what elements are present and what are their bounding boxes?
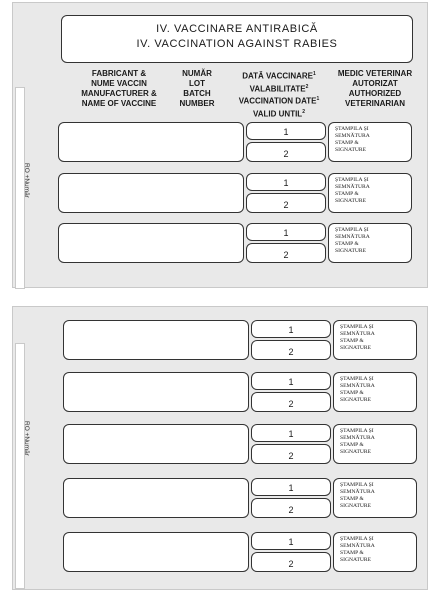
section-title-en: IV. VACCINATION AGAINST RABIES xyxy=(136,38,338,50)
footnote-mark: 2 xyxy=(305,83,309,90)
date-entry-2[interactable]: 2 xyxy=(246,243,326,263)
section-title-box xyxy=(61,15,413,63)
stamp-signature-field[interactable]: ȘTAMPILA ȘI SEMNĂTURA STAMP & SIGNATURE xyxy=(333,320,417,360)
column-header-batch: NUMĂR LOT BATCH NUMBER xyxy=(179,69,215,108)
date-entry-1[interactable]: 1 xyxy=(251,532,331,550)
stamp-signature-field[interactable]: ȘTAMPILA ȘI SEMNĂTURA STAMP & SIGNATURE xyxy=(333,372,417,412)
date-entry-1[interactable]: 1 xyxy=(251,320,331,338)
manufacturer-batch-field[interactable] xyxy=(63,532,249,572)
manufacturer-batch-field[interactable] xyxy=(63,424,249,464)
stamp-signature-field[interactable]: ȘTAMPILA ȘI SEMNĂTURA STAMP & SIGNATURE xyxy=(328,173,412,213)
date-entry-1[interactable]: 1 xyxy=(251,478,331,496)
date-entry-1[interactable]: 1 xyxy=(246,173,326,191)
footnote-mark: 2 xyxy=(302,108,305,115)
manufacturer-batch-field[interactable] xyxy=(63,372,249,412)
manufacturer-batch-field[interactable] xyxy=(58,173,244,213)
column-header-manufacturer: FABRICANT & NUME VACCIN MANUFACTURER & NAME OF VACCINE xyxy=(81,69,157,108)
date-entry-2[interactable]: 2 xyxy=(251,444,331,464)
date-entry-1[interactable]: 1 xyxy=(251,372,331,390)
date-entry-2[interactable]: 2 xyxy=(251,498,331,518)
manufacturer-batch-field[interactable] xyxy=(63,320,249,360)
stamp-signature-field[interactable]: ȘTAMPILA ȘI SEMNĂTURA STAMP & SIGNATURE xyxy=(333,478,417,518)
column-header-date: DATĂ VACCINARE$^1$ VALABILITATE$^2$ VACCINATION DATE$^1$ VALID UNTIL$^2$ xyxy=(238,71,320,119)
stamp-signature-field[interactable]: ȘTAMPILA ȘI SEMNĂTURA STAMP & SIGNATURE xyxy=(328,122,412,162)
manufacturer-batch-field[interactable] xyxy=(58,223,244,263)
side-label: RO +Număr xyxy=(23,421,30,456)
section-title-ro: IV. VACCINARE ANTIRABICĂ xyxy=(156,23,318,35)
manufacturer-batch-field[interactable] xyxy=(58,122,244,162)
manufacturer-batch-field[interactable] xyxy=(63,478,249,518)
date-entry-2[interactable]: 2 xyxy=(251,340,331,360)
stamp-signature-field[interactable]: ȘTAMPILA ȘI SEMNĂTURA STAMP & SIGNATURE xyxy=(333,532,417,572)
date-entry-2[interactable]: 2 xyxy=(251,392,331,412)
date-entry-2[interactable]: 2 xyxy=(246,142,326,162)
stamp-signature-field[interactable]: ȘTAMPILA ȘI SEMNĂTURA STAMP & SIGNATURE xyxy=(328,223,412,263)
date-entry-2[interactable]: 2 xyxy=(251,552,331,572)
footnote-mark: 1 xyxy=(316,96,320,103)
binding-strip xyxy=(15,343,25,589)
passport-page-rabies-vaccination-continued xyxy=(12,306,428,590)
date-entry-1[interactable]: 1 xyxy=(246,122,326,140)
date-entry-1[interactable]: 1 xyxy=(251,424,331,442)
side-label: RO +Număr xyxy=(23,163,30,198)
column-header-veterinarian: MEDIC VETERINAR AUTORIZAT AUTHORIZED VETERINARIAN xyxy=(337,69,413,108)
date-entry-1[interactable]: 1 xyxy=(246,223,326,241)
stamp-signature-field[interactable]: ȘTAMPILA ȘI SEMNĂTURA STAMP & SIGNATURE xyxy=(333,424,417,464)
passport-page-rabies-vaccination xyxy=(12,2,428,288)
date-entry-2[interactable]: 2 xyxy=(246,193,326,213)
footnote-mark: 1 xyxy=(313,71,316,77)
